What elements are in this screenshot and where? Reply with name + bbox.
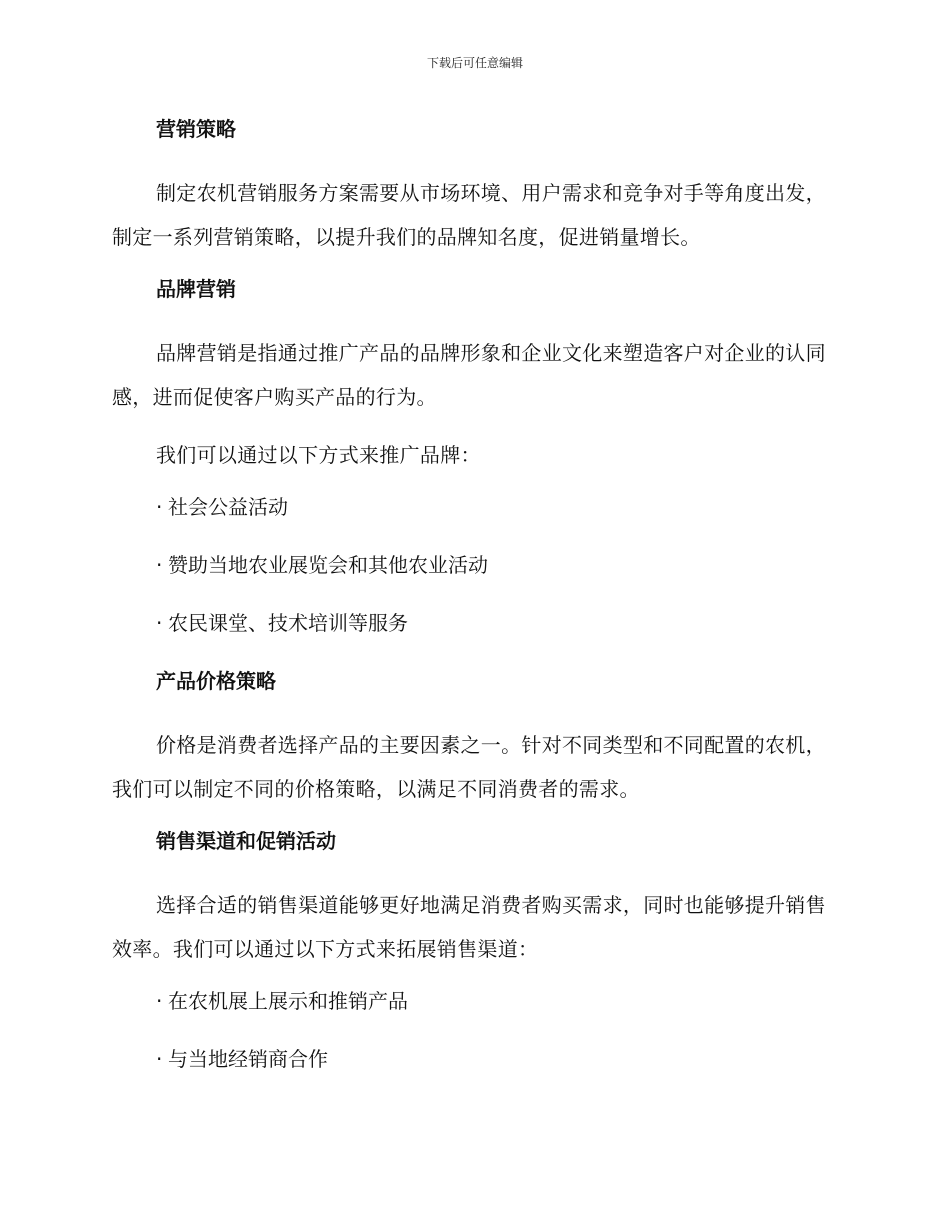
list-item [112,985,832,1017]
paragraph-brand-marketing: 品牌营销是指通过推广产品的品牌形象和企业文化来塑造客户对企业的认同感，进而促使客户购买产品的行为。 [112,341,826,409]
list-item-text: 农民课堂、技术培训等服务 [168,611,408,635]
bullet-dot-icon: · [156,553,163,577]
list-item-text: 社会公益活动 [168,495,288,519]
bullet-dot-icon: · [156,989,163,1013]
bullet-dot-icon: · [156,495,163,519]
heading-sales-channels: 销售渠道和促销活动 [156,829,336,853]
paragraph-brand-methods: 我们可以通过以下方式来推广品牌： [156,443,481,467]
paragraph-pricing-strategy: 价格是消费者选择产品的主要因素之一。针对不同类型和不同配置的农机，我们可以制定不同的价格策略，以满足不同消费者的需求。 [112,733,826,801]
heading-marketing-strategy: 营销策略 [156,117,236,141]
heading-pricing-strategy: 产品价格策略 [156,669,276,693]
list-item [112,491,832,523]
list-item [112,607,832,639]
list-item [112,1043,832,1075]
bullet-dot-icon: · [156,611,163,635]
paragraph-sales-channels: 选择合适的销售渠道能够更好地满足消费者购买需求，同时也能够提升销售效率。我们可以通过以下方式来拓展销售渠道： [112,893,826,961]
list-item-text: 在农机展上展示和推销产品 [168,989,408,1013]
list-item-text: 与当地经销商合作 [168,1047,328,1071]
bullet-dot-icon: · [156,1047,163,1071]
list-item-text: 赞助当地农业展览会和其他农业活动 [168,553,488,577]
list-item [112,549,832,581]
paragraph-marketing-strategy: 制定农机营销服务方案需要从市场环境、用户需求和竞争对手等角度出发，制定一系列营销策略，以提升我们的品牌知名度，促进销量增长。 [112,181,826,249]
document-body [112,113,832,1101]
header-note: 下载后可任意编辑 [426,56,523,70]
heading-brand-marketing: 品牌营销 [156,277,236,301]
